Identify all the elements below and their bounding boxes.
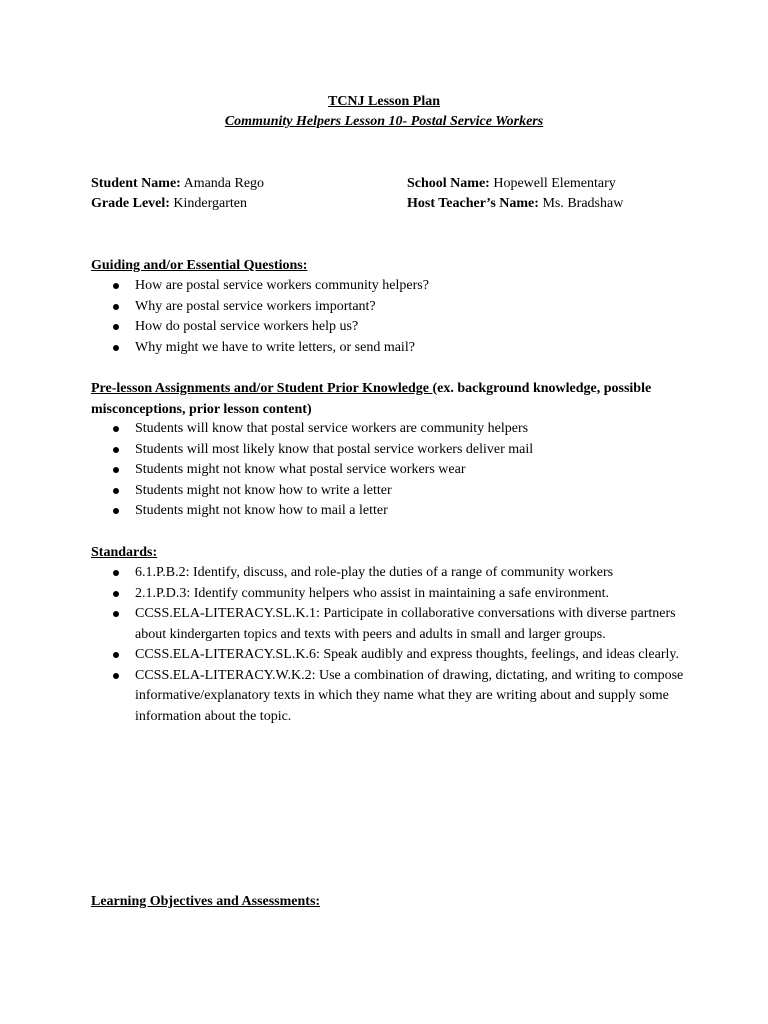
list-item: Students might not know what postal service workers wear <box>91 460 691 481</box>
learning-objectives-heading <box>91 892 691 913</box>
guiding-questions-list <box>91 276 691 358</box>
school-info <box>407 174 623 214</box>
prior-knowledge-note: (ex. background knowledge, possible misconceptions, prior lesson content) <box>91 381 652 417</box>
list-item: Students will know that postal service workers are community helpers <box>91 419 691 440</box>
standards-list <box>91 563 691 727</box>
list-item: 2.1.P.D.3: Identify community helpers who assist in maintaining a safe environment. <box>91 584 691 605</box>
guiding-questions-heading <box>91 256 691 277</box>
student-name-value: Amanda Rego <box>183 176 265 191</box>
list-item: How are postal service workers community helpers? <box>91 276 691 297</box>
school-name-label: School Name: <box>407 176 490 191</box>
list-item: CCSS.ELA-LITERACY.SL.K.1: Participate in collaborative conversations with diverse partners about kindergarten topics and texts with peers and adults in small and larger groups. <box>91 604 691 645</box>
document-title: TCNJ Lesson Plan <box>327 94 441 109</box>
guiding-questions-title: Guiding and/or Essential Questions: <box>91 258 308 273</box>
list-item: Why might we have to write letters, or send mail? <box>91 338 691 359</box>
student-name-label: Student Name: <box>91 176 181 191</box>
school-name-row <box>407 174 623 194</box>
host-teacher-row <box>407 194 623 214</box>
standards-title: Standards: <box>91 545 158 560</box>
list-item: CCSS.ELA-LITERACY.SL.K.6: Speak audibly and express thoughts, feelings, and ideas clearly. <box>91 645 691 666</box>
prior-knowledge-list <box>91 419 691 522</box>
grade-level-value: Kindergarten <box>173 196 248 211</box>
host-teacher-label: Host Teacher’s Name: <box>407 196 539 211</box>
list-item: Students might not know how to write a letter <box>91 481 691 502</box>
list-item: Students will most likely know that postal service workers deliver mail <box>91 440 691 461</box>
host-teacher-value: Ms. Bradshaw <box>542 196 624 211</box>
list-item: 6.1.P.B.2: Identify, discuss, and role-play the duties of a range of community workers <box>91 563 691 584</box>
list-item: CCSS.ELA-LITERACY.W.K.2: Use a combination of drawing, dictating, and writing to compose informative/explanatory texts in which they name what they are writing about and supply some information about the topic. <box>91 666 691 728</box>
list-item: How do postal service workers help us? <box>91 317 691 338</box>
prior-knowledge-heading <box>91 379 691 420</box>
student-info <box>91 174 264 214</box>
student-name-row <box>91 174 264 194</box>
list-item: Why are postal service workers important? <box>91 297 691 318</box>
grade-level-row <box>91 194 264 214</box>
document-subtitle: Community Helpers Lesson 10- Postal Service Workers <box>224 114 544 129</box>
school-name-value: Hopewell Elementary <box>493 176 616 191</box>
learning-objectives-title: Learning Objectives and Assessments: <box>91 894 321 909</box>
prior-knowledge-title: Pre-lesson Assignments and/or Student Prior Knowledge <box>91 381 433 396</box>
grade-level-label: Grade Level: <box>91 196 170 211</box>
standards-heading <box>91 543 691 564</box>
list-item: Students might not know how to mail a letter <box>91 501 691 522</box>
